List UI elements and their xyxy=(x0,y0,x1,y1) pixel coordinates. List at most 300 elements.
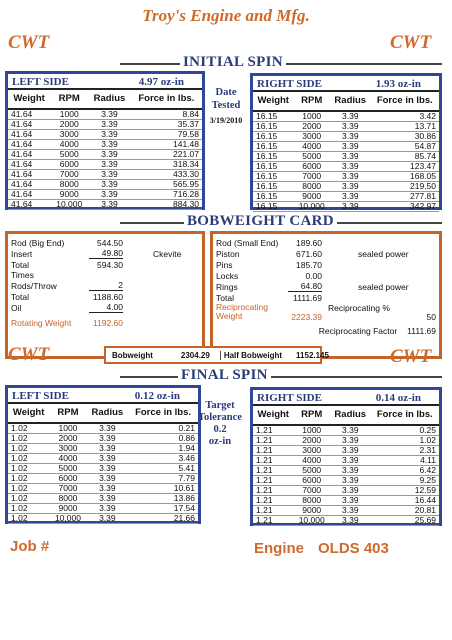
table-cell: 16.15 xyxy=(253,122,293,132)
final-spin-title: FINAL SPIN xyxy=(178,367,271,384)
table-cell: 1.21 xyxy=(253,436,293,446)
recip-factor-value: 1111.69 xyxy=(407,325,436,336)
table-row xyxy=(8,434,198,444)
column-header: Radius xyxy=(330,405,371,425)
final-spin-rule xyxy=(120,376,442,378)
total1-value: 594.30 xyxy=(97,259,123,270)
rotating-weight-label: Rotating Weight xyxy=(11,317,72,328)
table-cell: 3.39 xyxy=(330,516,371,526)
table-cell: 5000 xyxy=(49,464,86,474)
table-cell: 716.28 xyxy=(131,190,202,200)
table-cell: 16.15 xyxy=(253,132,293,142)
initial-right-label: RIGHT SIDE xyxy=(257,78,322,90)
table-cell: 41.64 xyxy=(8,160,50,170)
oil-label: Oil xyxy=(11,302,22,313)
table-cell: 3.39 xyxy=(88,130,130,140)
table-cell: 3.39 xyxy=(330,182,371,192)
table-cell: 3.39 xyxy=(87,464,129,474)
initial-left-label: LEFT SIDE xyxy=(12,76,69,88)
table-cell: 41.64 xyxy=(8,150,50,160)
engine-value: OLDS 403 xyxy=(318,540,389,557)
column-header: Force in lbs. xyxy=(371,405,439,425)
table-cell: 1.21 xyxy=(253,496,293,506)
table-cell: 4.11 xyxy=(371,456,439,466)
total2-row xyxy=(8,291,202,302)
insert-row xyxy=(8,248,202,259)
final-right-header xyxy=(253,390,439,404)
table-cell: 25.69 xyxy=(371,516,439,526)
rings-value: 64.80 xyxy=(288,281,322,292)
table-row xyxy=(253,466,439,476)
table-cell: 16.15 xyxy=(253,111,293,122)
final-left-table xyxy=(8,402,198,524)
table-row xyxy=(253,162,439,172)
table-row xyxy=(8,444,198,454)
table-cell: 3.39 xyxy=(88,200,130,210)
bobweight-card-title: BOBWEIGHT CARD xyxy=(184,213,337,230)
table-row xyxy=(253,172,439,182)
table-cell: 8000 xyxy=(49,494,86,504)
column-header: Weight xyxy=(253,91,293,111)
table-cell: 318.34 xyxy=(131,160,202,170)
bobweight-value: 2304.29 xyxy=(180,350,210,360)
table-cell: 41.64 xyxy=(8,120,50,130)
table-cell: 3.39 xyxy=(87,423,129,434)
table-cell: 5000 xyxy=(50,150,88,160)
table-row xyxy=(253,456,439,466)
table-row xyxy=(8,464,198,474)
table-header-row xyxy=(8,89,202,109)
job-number-label: Job # xyxy=(10,538,50,555)
table-row xyxy=(8,160,202,170)
table-row xyxy=(253,506,439,516)
table-cell: 5.41 xyxy=(128,464,198,474)
column-header: RPM xyxy=(50,89,88,109)
final-left-label: LEFT SIDE xyxy=(12,390,69,402)
table-row xyxy=(8,180,202,190)
table-cell: 168.05 xyxy=(371,172,439,182)
table-cell: 3.39 xyxy=(330,486,371,496)
table-cell: 9000 xyxy=(50,190,88,200)
table-cell: 3.39 xyxy=(87,474,129,484)
table-cell: 12.59 xyxy=(371,486,439,496)
table-cell: 3000 xyxy=(49,444,86,454)
bobweight-left-box xyxy=(5,231,205,359)
rings-note: sealed power xyxy=(358,281,409,292)
bobweight-label: Bobweight xyxy=(112,350,153,360)
recip-pct-label: Reciprocating % xyxy=(328,303,390,313)
table-cell: 1.21 xyxy=(253,466,293,476)
table-cell: 35.37 xyxy=(131,120,202,130)
total1-label: Total xyxy=(11,259,29,270)
table-header-row xyxy=(8,403,198,423)
table-cell: 3.39 xyxy=(87,504,129,514)
target-tolerance-block xyxy=(194,400,246,448)
table-cell: 3.39 xyxy=(330,436,371,446)
oil-value: 4.00 xyxy=(89,302,123,313)
initial-left-table-box xyxy=(5,71,205,210)
table-row xyxy=(8,170,202,180)
table-cell: 3.39 xyxy=(87,454,129,464)
table-row xyxy=(8,190,202,200)
table-cell: 20.81 xyxy=(371,506,439,516)
target-value: 0.2 xyxy=(213,424,227,435)
table-cell: 3.46 xyxy=(128,454,198,464)
table-cell: 7.79 xyxy=(128,474,198,484)
target-label-1: Target xyxy=(205,400,235,411)
rod-small-end-label: Rod (Small End) xyxy=(216,237,279,248)
table-cell: 41.64 xyxy=(8,180,50,190)
pins-label: Pins xyxy=(216,259,233,270)
table-cell: 3.39 xyxy=(87,484,129,494)
table-row xyxy=(8,150,202,160)
column-header: Weight xyxy=(253,405,293,425)
table-row xyxy=(8,484,198,494)
table-cell: 3.39 xyxy=(330,476,371,486)
table-cell: 9000 xyxy=(293,506,329,516)
half-bobweight-value: 1152.145 xyxy=(296,350,329,360)
table-cell: 7000 xyxy=(293,486,329,496)
table-cell: 16.15 xyxy=(253,152,293,162)
table-cell: 8000 xyxy=(50,180,88,190)
table-cell: 21.66 xyxy=(128,514,198,524)
initial-right-table-box xyxy=(250,73,442,210)
table-cell: 54.87 xyxy=(371,142,439,152)
initial-right-header xyxy=(253,76,439,90)
table-cell: 433.30 xyxy=(131,170,202,180)
table-cell: 4000 xyxy=(293,142,329,152)
column-header: Radius xyxy=(330,91,371,111)
table-cell: 1.02 xyxy=(8,474,49,484)
final-right-table-box xyxy=(250,387,442,526)
table-cell: 3.39 xyxy=(88,109,130,120)
table-cell: 1.21 xyxy=(253,446,293,456)
recip-factor-row xyxy=(213,325,439,336)
final-right-imbalance: 0.14 oz-in xyxy=(375,392,421,404)
insert-label: Insert xyxy=(11,248,33,259)
table-cell: 1.21 xyxy=(253,425,293,436)
table-cell: 16.15 xyxy=(253,162,293,172)
final-right-table xyxy=(253,404,439,526)
times-row xyxy=(8,280,202,291)
table-row xyxy=(8,109,202,120)
table-cell: 3.39 xyxy=(88,140,130,150)
table-row xyxy=(8,140,202,150)
table-cell: 221.07 xyxy=(131,150,202,160)
table-row xyxy=(8,200,202,210)
table-row xyxy=(8,120,202,130)
table-row xyxy=(253,152,439,162)
table-cell: 8000 xyxy=(293,182,329,192)
table-cell: 5000 xyxy=(293,466,329,476)
recip-total-value: 1111.69 xyxy=(293,292,322,303)
column-header: Radius xyxy=(88,89,130,109)
table-cell: 16.15 xyxy=(253,182,293,192)
table-cell: 3.39 xyxy=(330,132,371,142)
table-row xyxy=(8,423,198,434)
table-cell: 1.02 xyxy=(8,514,49,524)
table-cell: 41.64 xyxy=(8,109,50,120)
rod-big-end-label: Rod (Big End) xyxy=(11,237,65,248)
table-cell: 3.39 xyxy=(87,434,129,444)
table-cell: 2.31 xyxy=(371,446,439,456)
table-row xyxy=(253,496,439,506)
table-cell: 4000 xyxy=(49,454,86,464)
table-cell: 3000 xyxy=(50,130,88,140)
table-cell: 8000 xyxy=(293,496,329,506)
times-label-row xyxy=(8,270,202,280)
table-cell: 2000 xyxy=(293,436,329,446)
table-cell: 7000 xyxy=(49,484,86,494)
table-cell: 1.94 xyxy=(128,444,198,454)
column-header: Weight xyxy=(8,89,50,109)
locks-value: 0.00 xyxy=(305,270,322,281)
table-cell: 6000 xyxy=(293,476,329,486)
table-cell: 2000 xyxy=(49,434,86,444)
table-header-row xyxy=(253,91,439,111)
rotating-weight-value: 1192.60 xyxy=(92,317,123,328)
table-cell: 1.02 xyxy=(8,423,49,434)
column-header: Force in lbs. xyxy=(131,89,202,109)
table-row xyxy=(253,122,439,132)
bobweight-result-box xyxy=(104,346,329,364)
table-row xyxy=(253,111,439,122)
recip-weight-label-2: Weight xyxy=(216,311,243,321)
initial-left-imbalance: 4.97 oz-in xyxy=(138,76,184,88)
table-row xyxy=(8,504,198,514)
table-cell: 0.21 xyxy=(128,423,198,434)
table-cell: 10,000 xyxy=(293,516,329,526)
initial-spin-title: INITIAL SPIN xyxy=(180,54,286,71)
table-row xyxy=(253,446,439,456)
target-unit: oz-in xyxy=(208,436,232,447)
table-cell: 141.48 xyxy=(131,140,202,150)
table-cell: 3.39 xyxy=(330,202,371,212)
rings-label: Rings xyxy=(216,281,238,292)
total2-label: Total xyxy=(11,291,29,302)
company-title: Troy's Engine and Mfg. xyxy=(142,6,310,25)
cwt-label-mid-left: CWT xyxy=(8,344,50,365)
table-cell: 3.42 xyxy=(371,111,439,122)
table-cell: 0.86 xyxy=(128,434,198,444)
locks-row xyxy=(213,270,439,281)
table-cell: 3.39 xyxy=(87,444,129,454)
target-label-2: Tolerance xyxy=(198,412,242,423)
table-cell: 7000 xyxy=(50,170,88,180)
recip-weight-value: 2223.39 xyxy=(291,312,322,322)
total1-row xyxy=(8,259,202,270)
table-cell: 3.39 xyxy=(330,446,371,456)
table-row xyxy=(253,132,439,142)
table-cell: 7000 xyxy=(293,172,329,182)
table-cell: 1.21 xyxy=(253,516,293,526)
table-cell: 30.86 xyxy=(371,132,439,142)
table-row xyxy=(253,516,439,526)
table-cell: 16.15 xyxy=(253,192,293,202)
table-cell: 3.39 xyxy=(87,514,129,524)
column-header: Radius xyxy=(87,403,129,423)
table-row xyxy=(8,514,198,524)
table-row xyxy=(253,192,439,202)
table-row xyxy=(253,486,439,496)
table-cell: 1.21 xyxy=(253,456,293,466)
column-header: RPM xyxy=(293,91,329,111)
table-cell: 1.02 xyxy=(8,504,49,514)
column-header: Force in lbs. xyxy=(128,403,198,423)
table-cell: 9000 xyxy=(293,192,329,202)
engine-label: Engine xyxy=(254,540,305,557)
column-header: Weight xyxy=(8,403,49,423)
table-cell: 10.61 xyxy=(128,484,198,494)
pins-value: 185.70 xyxy=(296,259,322,270)
table-cell: 3.39 xyxy=(88,180,130,190)
table-cell: 10,000 xyxy=(49,514,86,524)
table-cell: 3000 xyxy=(293,132,329,142)
table-cell: 1000 xyxy=(293,111,329,122)
table-row xyxy=(8,454,198,464)
table-cell: 3.39 xyxy=(88,190,130,200)
column-header: RPM xyxy=(293,405,329,425)
times-value: 2 xyxy=(89,280,123,291)
table-cell: 6000 xyxy=(50,160,88,170)
pins-row xyxy=(213,259,439,270)
table-cell: 1.21 xyxy=(253,486,293,496)
table-cell: 41.64 xyxy=(8,130,50,140)
table-cell: 17.54 xyxy=(128,504,198,514)
recip-total-label: Total xyxy=(216,292,234,303)
table-cell: 3.39 xyxy=(330,172,371,182)
final-right-label: RIGHT SIDE xyxy=(257,392,322,404)
bobweight-right-box xyxy=(210,231,442,359)
table-cell: 3.39 xyxy=(330,111,371,122)
table-row xyxy=(253,142,439,152)
table-cell: 13.86 xyxy=(128,494,198,504)
final-left-imbalance: 0.12 oz-in xyxy=(134,390,180,402)
date-tested-value: 3/19/2010 xyxy=(209,116,243,125)
table-row xyxy=(253,425,439,436)
table-cell: 123.47 xyxy=(371,162,439,172)
table-cell: 1.02 xyxy=(8,464,49,474)
date-tested-label: Date Tested xyxy=(211,87,241,111)
table-cell: 3.39 xyxy=(330,466,371,476)
table-cell: 10,000 xyxy=(293,202,329,212)
table-cell: 342.97 xyxy=(371,202,439,212)
cwt-label-mid-right: CWT xyxy=(390,346,432,367)
table-row xyxy=(253,436,439,446)
locks-label: Locks xyxy=(216,270,239,281)
table-cell: 3.39 xyxy=(330,506,371,516)
table-cell: 1000 xyxy=(49,423,86,434)
table-cell: 3.39 xyxy=(330,142,371,152)
table-row xyxy=(253,476,439,486)
recip-weight-label xyxy=(216,303,288,321)
table-cell: 6.42 xyxy=(371,466,439,476)
table-cell: 1.02 xyxy=(8,484,49,494)
table-row xyxy=(8,130,202,140)
insert-note: Ckevite xyxy=(153,248,182,259)
table-cell: 16.15 xyxy=(253,202,293,212)
table-cell: 41.64 xyxy=(8,170,50,180)
table-cell: 16.15 xyxy=(253,172,293,182)
table-cell: 5000 xyxy=(293,152,329,162)
table-cell: 3.39 xyxy=(88,170,130,180)
table-cell: 277.81 xyxy=(371,192,439,202)
table-cell: 884.30 xyxy=(131,200,202,210)
initial-right-table xyxy=(253,90,439,212)
piston-value: 671.60 xyxy=(296,248,322,259)
table-cell: 1.02 xyxy=(8,494,49,504)
table-cell: 1.21 xyxy=(253,506,293,516)
table-cell: 3.39 xyxy=(330,456,371,466)
recip-factor-label: Reciprocating Factor xyxy=(318,325,398,336)
table-cell: 3.39 xyxy=(330,425,371,436)
piston-label: Piston xyxy=(216,248,240,259)
rod-big-end-value: 544.50 xyxy=(97,237,123,248)
insert-value: 49.80 xyxy=(89,248,123,259)
initial-left-header xyxy=(8,74,202,88)
piston-row xyxy=(213,248,439,259)
table-row xyxy=(8,474,198,484)
table-cell: 0.25 xyxy=(371,425,439,436)
table-cell: 1000 xyxy=(293,425,329,436)
table-header-row xyxy=(253,405,439,425)
column-header: Force in lbs. xyxy=(371,91,439,111)
table-cell: 1.02 xyxy=(8,454,49,464)
table-cell: 3.39 xyxy=(88,160,130,170)
total2-value: 1188.60 xyxy=(92,291,123,302)
times-label-1: Times xyxy=(11,270,34,280)
rod-small-end-value: 189.60 xyxy=(296,237,322,248)
times-label-2: Rods/Throw xyxy=(11,280,57,291)
rod-small-end-row xyxy=(213,237,439,248)
table-cell: 4000 xyxy=(50,140,88,150)
table-cell: 10,000 xyxy=(50,200,88,210)
table-cell: 3.39 xyxy=(330,496,371,506)
table-cell: 16.44 xyxy=(371,496,439,506)
table-cell: 41.64 xyxy=(8,140,50,150)
table-cell: 219.50 xyxy=(371,182,439,192)
initial-right-imbalance: 1.93 oz-in xyxy=(375,78,421,90)
table-cell: 6000 xyxy=(49,474,86,484)
cwt-label-top-left: CWT xyxy=(8,32,50,53)
table-cell: 2000 xyxy=(50,120,88,130)
table-cell: 41.64 xyxy=(8,200,50,210)
table-cell: 1.21 xyxy=(253,476,293,486)
recip-weight-row xyxy=(213,303,439,325)
table-cell: 6000 xyxy=(293,162,329,172)
initial-left-table xyxy=(8,88,202,210)
oil-row xyxy=(8,302,202,313)
table-cell: 3.39 xyxy=(330,192,371,202)
column-header: RPM xyxy=(49,403,86,423)
table-cell: 565.95 xyxy=(131,180,202,190)
table-cell: 79.58 xyxy=(131,130,202,140)
table-cell: 3000 xyxy=(293,446,329,456)
table-cell: 41.64 xyxy=(8,190,50,200)
table-cell: 3.39 xyxy=(87,494,129,504)
table-cell: 16.15 xyxy=(253,142,293,152)
table-cell: 3.39 xyxy=(330,152,371,162)
recip-weight-label-1: Reciprocating xyxy=(216,302,268,312)
table-cell: 1000 xyxy=(50,109,88,120)
table-cell: 3.39 xyxy=(88,150,130,160)
table-row xyxy=(253,182,439,192)
half-bobweight-label: Half Bobweight xyxy=(220,351,282,360)
final-left-table-box xyxy=(5,385,201,524)
rotating-weight-row xyxy=(8,317,202,328)
table-cell: 2000 xyxy=(293,122,329,132)
table-cell: 3.39 xyxy=(330,162,371,172)
